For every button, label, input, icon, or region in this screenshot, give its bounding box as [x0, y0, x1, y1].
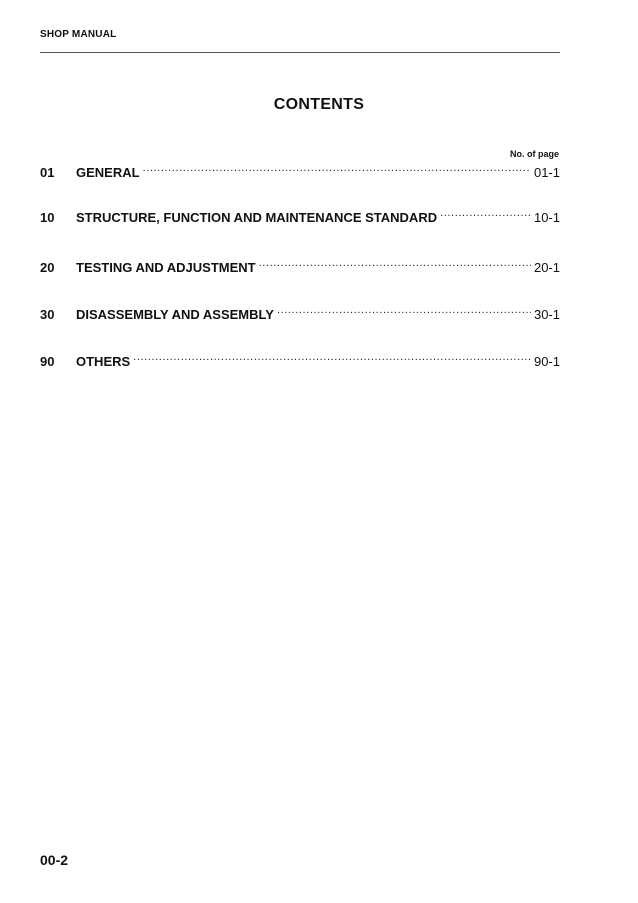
toc-entry-number: 01 — [40, 165, 55, 180]
toc-entry-title: TESTING AND ADJUSTMENT — [76, 260, 256, 275]
toc-entry-page: 10-1 — [533, 210, 560, 225]
toc-entry-page: 20-1 — [533, 260, 560, 275]
toc-entry-number: 10 — [40, 210, 55, 225]
toc-entry-number: 20 — [40, 260, 55, 275]
toc-entry-title: GENERAL — [76, 165, 140, 180]
toc-entry-structure[interactable] — [40, 208, 560, 228]
dot-leader — [277, 305, 531, 319]
dot-leader — [440, 208, 531, 222]
dot-leader — [133, 352, 531, 366]
toc-entry-number: 30 — [40, 307, 55, 322]
footer-page-number: 00-2 — [40, 852, 69, 868]
manual-header: SHOP MANUAL — [40, 29, 117, 40]
toc-entry-others[interactable] — [40, 352, 560, 372]
toc-entry-page: 90-1 — [533, 354, 560, 369]
dot-leader — [143, 163, 531, 177]
toc-entry-title: DISASSEMBLY AND ASSEMBLY — [76, 307, 274, 322]
toc-entry-title: STRUCTURE, FUNCTION AND MAINTENANCE STANDARD — [76, 210, 438, 225]
toc-entry-disassembly[interactable] — [40, 305, 560, 325]
toc-entry-general[interactable] — [40, 163, 560, 183]
header-divider — [40, 52, 560, 53]
toc-entry-page: 30-1 — [533, 307, 560, 322]
page-title: CONTENTS — [273, 96, 365, 113]
toc-entry-testing[interactable] — [40, 258, 560, 278]
toc-entry-page: 01-1 — [533, 165, 560, 180]
toc-entry-title: OTHERS — [76, 354, 131, 369]
page-count-column-heading: No. of page — [510, 149, 559, 159]
toc-entry-number: 90 — [40, 354, 55, 369]
dot-leader — [259, 258, 531, 272]
